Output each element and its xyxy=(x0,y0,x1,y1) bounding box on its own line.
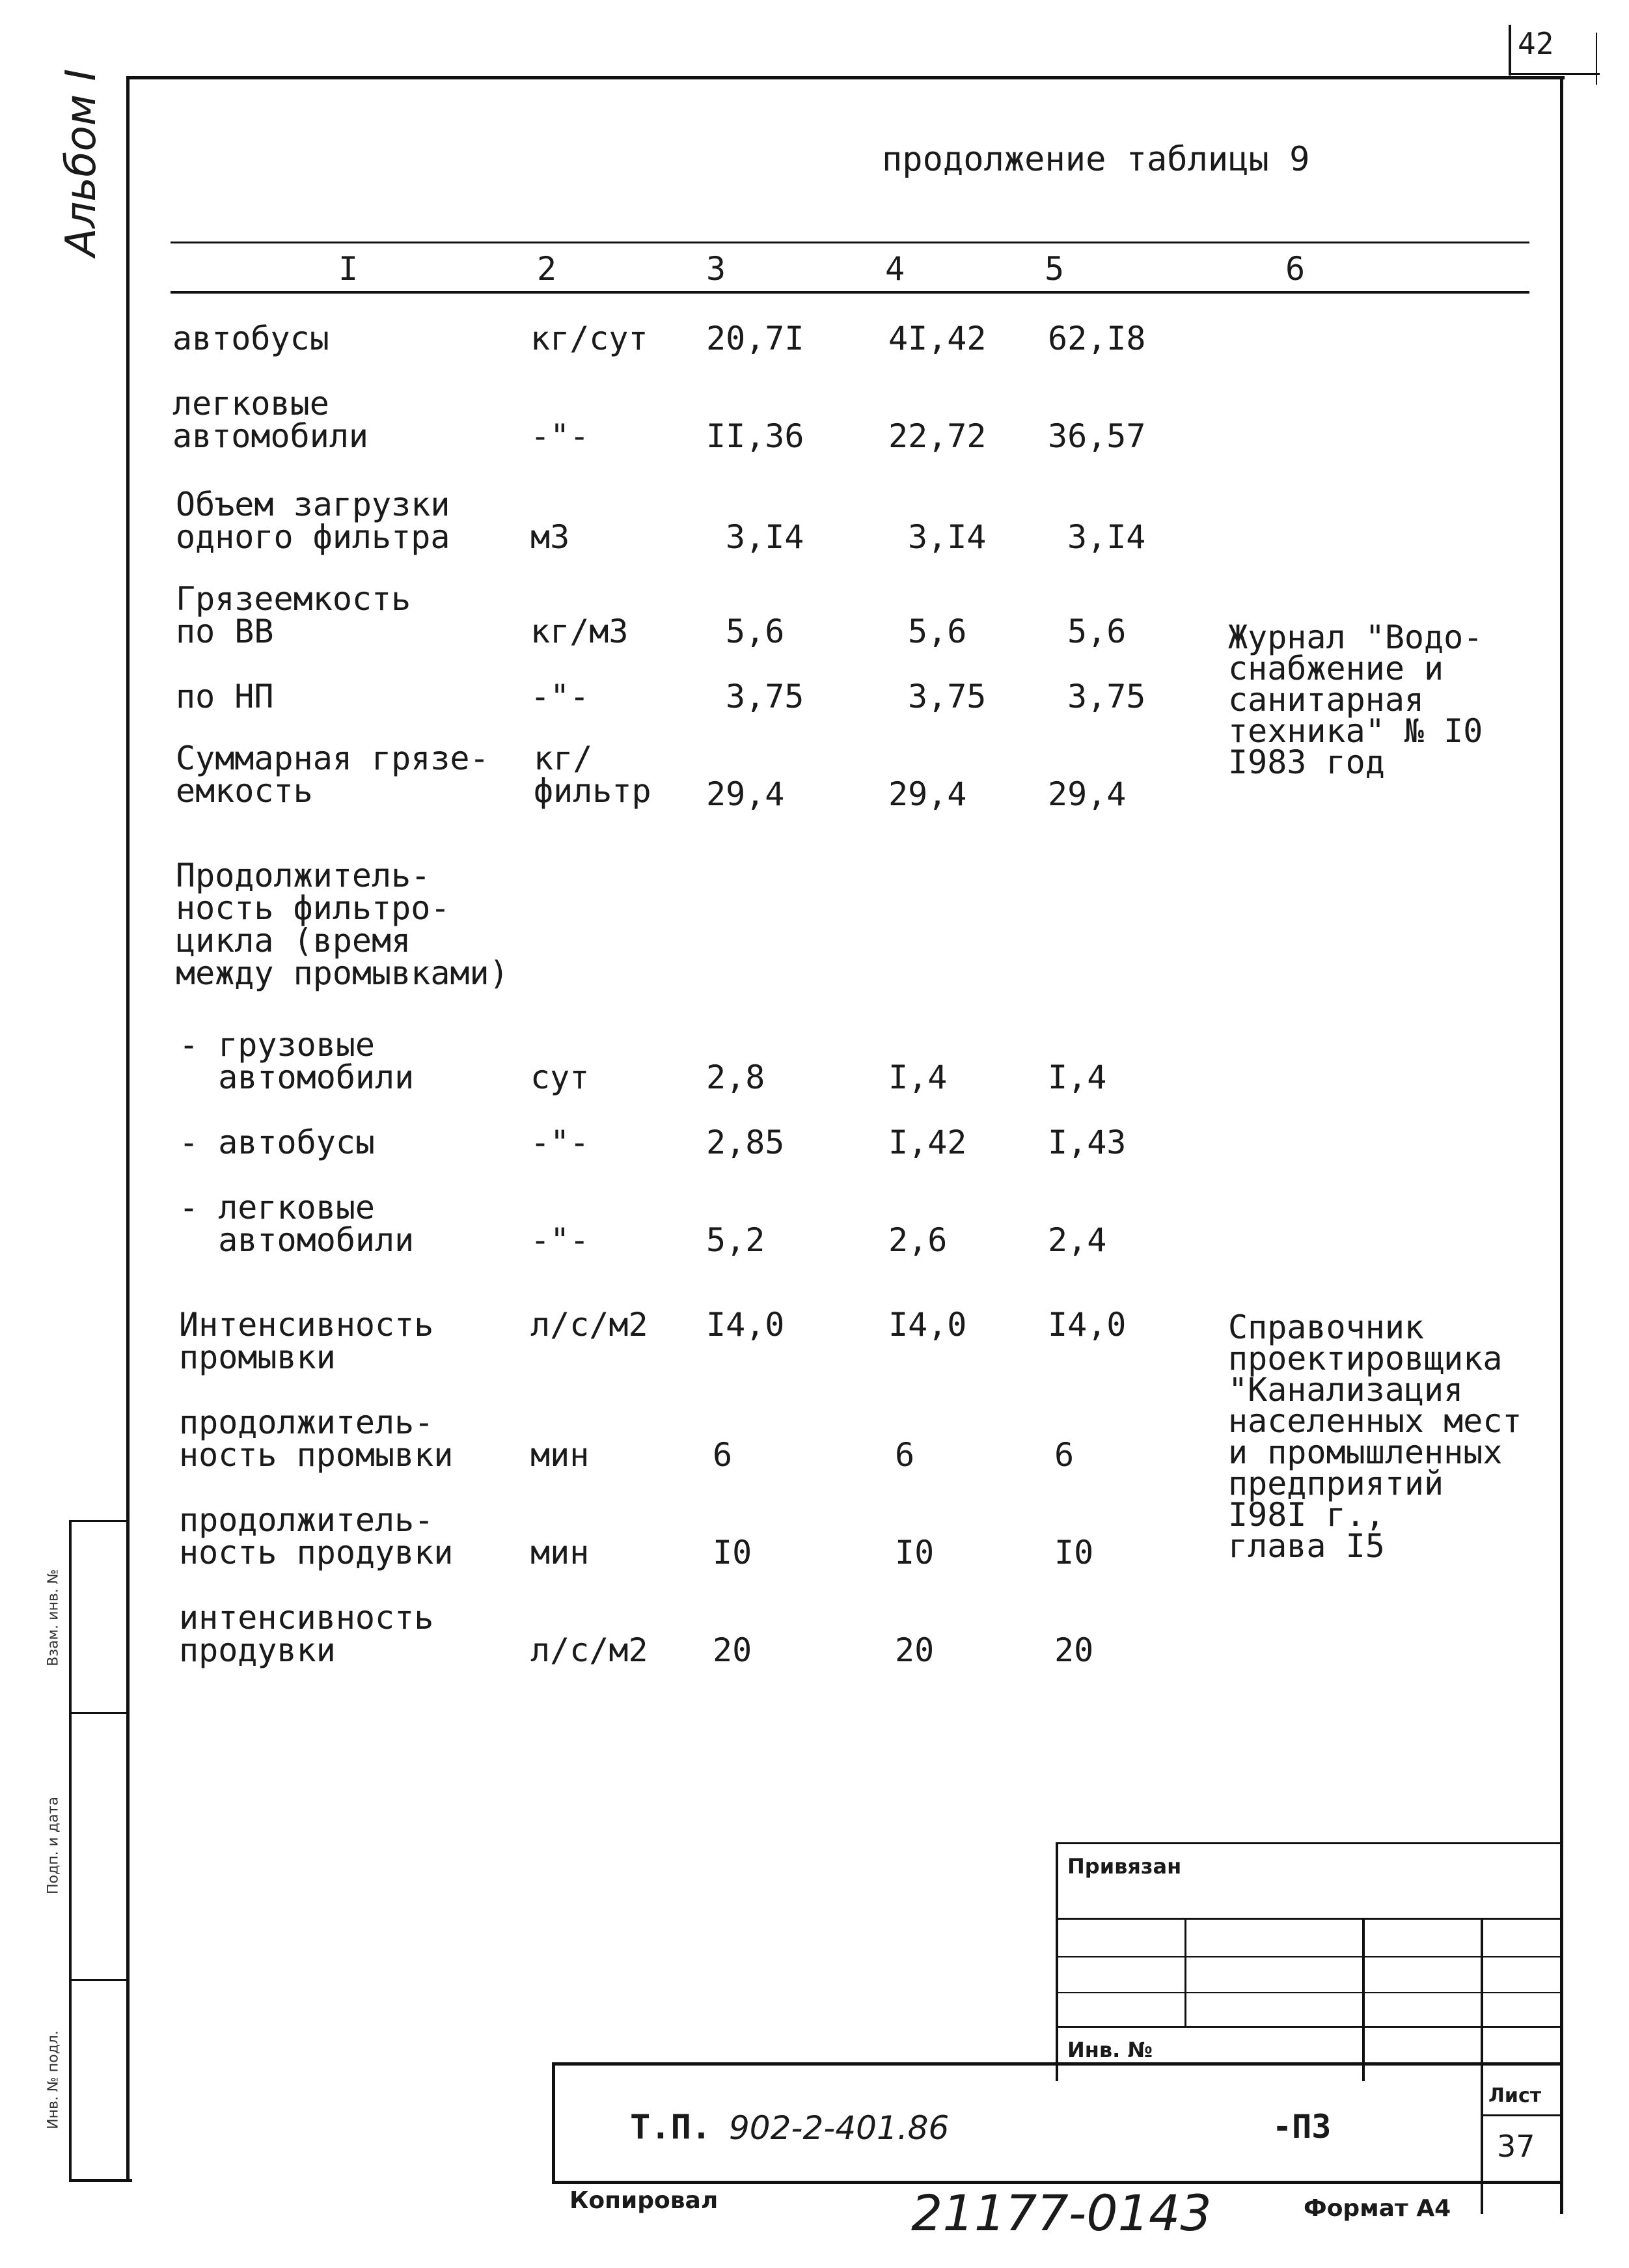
margin-box-line-3 xyxy=(69,1979,128,1981)
row-10-v3: I4,0 xyxy=(706,1306,785,1344)
frame-bottom-left xyxy=(69,2179,132,2182)
tb-grid-line-4 xyxy=(1056,2026,1562,2028)
row-1-v3: II,36 xyxy=(706,417,804,455)
row-7-v3: 2,8 xyxy=(706,1058,765,1096)
tb-stamp-top xyxy=(552,2062,1562,2066)
row-12-unit: мин xyxy=(530,1534,590,1571)
order-number: 21177-01 xyxy=(911,2184,1149,2242)
row-7-unit: сут xyxy=(530,1058,590,1096)
row-12-v5: I0 xyxy=(1054,1534,1094,1571)
row-7-v4: I,4 xyxy=(888,1058,948,1096)
sheet-number: 37 xyxy=(1497,2129,1535,2164)
header-col-4: 4 xyxy=(885,250,905,288)
frame-top xyxy=(126,76,1565,79)
row-12-name: продолжитель- ность продувки xyxy=(179,1501,454,1571)
tb-grid-line-3 xyxy=(1056,1992,1562,1993)
copied-label: Копировал xyxy=(569,2187,719,2214)
page-number-box-bottom xyxy=(1509,73,1600,75)
page-number-box-right xyxy=(1596,33,1597,85)
row-8-v5: I,43 xyxy=(1048,1124,1127,1161)
row-9-v4: 2,6 xyxy=(888,1221,948,1259)
tb-grid-col-2 xyxy=(1362,1918,1365,2081)
row-9-v5: 2,4 xyxy=(1048,1221,1107,1259)
sheet-label: Лист xyxy=(1488,2084,1542,2107)
tb-grid-line-2 xyxy=(1056,1956,1562,1957)
row-5-unit: кг/ фильтр xyxy=(534,740,651,810)
row-1-v5: 36,57 xyxy=(1048,417,1146,455)
header-col-1: I xyxy=(338,250,359,288)
tb-grid-col-3 xyxy=(1481,1918,1483,2214)
row-3-name: Грязеемкость по ВВ xyxy=(176,580,411,650)
doc-prefix: Т.П. xyxy=(630,2108,712,2147)
row-9-unit: -"- xyxy=(530,1221,590,1259)
doc-section: -ПЗ xyxy=(1272,2108,1332,2146)
page-number: 42 xyxy=(1518,26,1554,61)
row-10-unit: л/с/м2 xyxy=(530,1306,648,1344)
privyazan-label: Привязан xyxy=(1067,1854,1182,1879)
margin-box-line-1 xyxy=(69,1520,128,1522)
tb-sheet-divider xyxy=(1481,2114,1563,2116)
header-col-5: 5 xyxy=(1045,250,1065,288)
row-5-name: Суммарная грязе- емкость xyxy=(176,740,489,810)
album-label: Альбом I xyxy=(57,68,105,257)
row-11-v3: 6 xyxy=(713,1436,733,1474)
row-1-v4: 22,72 xyxy=(888,417,987,455)
row-10-name: Интенсивность промывки xyxy=(179,1306,434,1376)
row-13-v4: 20 xyxy=(895,1631,935,1669)
row-0-v4: 4I,42 xyxy=(888,320,987,357)
row-2-v5: 3,I4 xyxy=(1067,518,1146,556)
row-3-v5: 5,6 xyxy=(1067,613,1127,650)
row-4-v3: 3,75 xyxy=(726,678,804,715)
row-1-name: легковые автомобили xyxy=(172,385,369,455)
tb-grid-col-1 xyxy=(1184,1918,1186,2026)
header-col-2: 2 xyxy=(537,250,557,288)
row-13-v5: 20 xyxy=(1054,1631,1094,1669)
row-2-unit: м3 xyxy=(530,518,570,556)
format-label: Формат А4 xyxy=(1304,2195,1451,2222)
row-2-v3: 3,I4 xyxy=(726,518,804,556)
row-5-v3: 29,4 xyxy=(706,775,785,813)
row-6-name: Продолжитель- ность фильтро- цикла (время между промывками) xyxy=(176,857,509,992)
doc-number: 902-2-401.86 xyxy=(729,2109,950,2147)
row-13-v3: 20 xyxy=(713,1631,752,1669)
row-8-v4: I,42 xyxy=(888,1124,967,1161)
row-5-v4: 29,4 xyxy=(888,775,967,813)
row-4-v4: 3,75 xyxy=(908,678,987,715)
row-5-v5: 29,4 xyxy=(1048,775,1127,813)
row-12-v3: I0 xyxy=(713,1534,752,1571)
row-7-v5: I,4 xyxy=(1048,1058,1107,1096)
row-4-unit: -"- xyxy=(530,678,590,715)
row-7-name: - грузовые автомобили xyxy=(179,1026,415,1096)
margin-box-left xyxy=(69,1520,72,2181)
inv-no-label: Инв. № xyxy=(1067,2038,1153,2062)
margin-label-vzam-inv: Взам. инв. № xyxy=(45,1569,62,1666)
row-3-v4: 5,6 xyxy=(908,613,967,650)
row-8-v3: 2,85 xyxy=(706,1124,785,1161)
header-rule-top xyxy=(171,242,1529,243)
margin-box-line-2 xyxy=(69,1712,128,1714)
row-11-unit: мин xyxy=(530,1436,590,1474)
row-12-v4: I0 xyxy=(895,1534,935,1571)
row-3-v3: 5,6 xyxy=(726,613,785,650)
row-13-name: интенсивность продувки xyxy=(179,1599,434,1669)
row-0-name: автобусы xyxy=(172,320,329,357)
row-1-unit: -"- xyxy=(530,417,590,455)
row-4-name: по НП xyxy=(176,678,274,715)
frame-left xyxy=(126,76,130,2181)
row-11-name: продолжитель- ность промывки xyxy=(179,1404,454,1474)
row-8-name: - автобусы xyxy=(179,1124,376,1161)
row-2-v4: 3,I4 xyxy=(908,518,987,556)
header-col-6: 6 xyxy=(1285,250,1306,288)
row-10-v4: I4,0 xyxy=(888,1306,967,1344)
tb-privyazan-left xyxy=(1056,1842,1058,2081)
margin-label-podp-data: Подп. и дата xyxy=(45,1797,62,1894)
tb-stamp-left xyxy=(552,2062,555,2184)
row-0-unit: кг/сут xyxy=(530,320,648,357)
row-10-v5: I4,0 xyxy=(1048,1306,1127,1344)
note-journal: Журнал "Водо- снабжение и санитарная техника" № I0 I983 год xyxy=(1228,618,1483,781)
row-13-unit: л/с/м2 xyxy=(530,1631,648,1669)
row-0-v5: 62,I8 xyxy=(1048,320,1146,357)
row-9-name: - легковые автомобили xyxy=(179,1189,415,1259)
row-11-v4: 6 xyxy=(895,1436,915,1474)
row-2-name: Объем загрузки одного фильтра xyxy=(176,486,450,556)
row-11-v5: 6 xyxy=(1054,1436,1075,1474)
note-reference-book: Справочник проектировщика "Канализация населенных мест и промышленных предприятий I98I г., глава I5 xyxy=(1228,1308,1522,1565)
frame-right xyxy=(1560,76,1563,2214)
row-0-v3: 20,7I xyxy=(706,320,804,357)
order-page: 43 xyxy=(1149,2184,1212,2242)
table-title: продолжение таблицы 9 xyxy=(882,140,1310,179)
tb-grid-line-1 xyxy=(1056,1918,1562,1920)
header-col-3: 3 xyxy=(706,250,726,288)
row-9-v3: 5,2 xyxy=(706,1221,765,1259)
row-8-unit: -"- xyxy=(530,1124,590,1161)
tb-privyazan-top xyxy=(1056,1842,1562,1844)
page-number-box-left xyxy=(1509,25,1511,76)
row-4-v5: 3,75 xyxy=(1067,678,1146,715)
header-rule-bottom xyxy=(171,291,1529,294)
row-3-unit: кг/м3 xyxy=(530,613,629,650)
margin-label-inv-podl: Инв. № подл. xyxy=(45,2030,62,2129)
